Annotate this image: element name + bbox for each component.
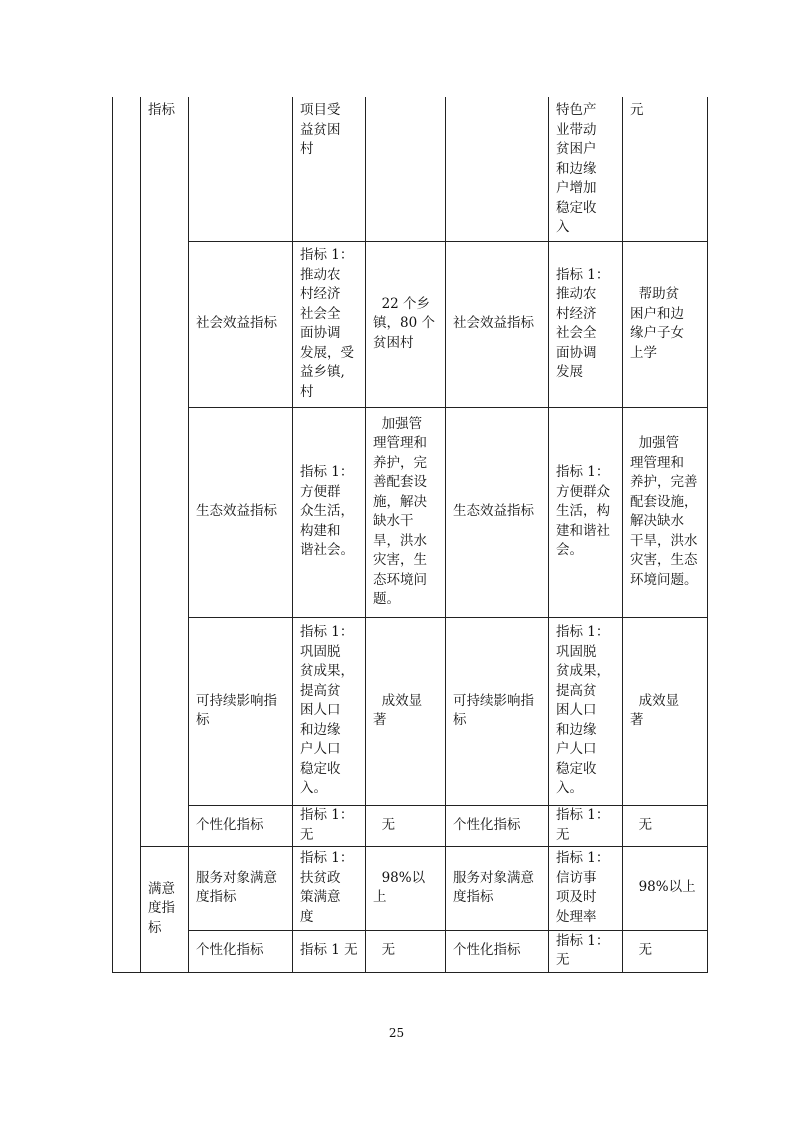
indicator-cell-line: 稳定收: [556, 760, 597, 777]
sub-indicator-cell-line: 可持续影响指: [196, 692, 277, 709]
indicator-cell-line: 业带动: [556, 121, 597, 138]
sub-indicator-cell-line: 个性化指标: [453, 942, 521, 959]
value-cell: [630, 617, 705, 805]
value-cell: [630, 930, 705, 972]
indicator-cell-line: 生活，构: [556, 503, 610, 520]
value-cell-line: 善配套设: [373, 474, 427, 490]
indicator-cell-line: 扶贫政: [300, 869, 341, 886]
indicator-cell-line: 信访事: [556, 869, 597, 886]
sub-indicator-cell: [453, 407, 546, 617]
sub-indicator-cell-line: 个性化指标: [453, 816, 521, 833]
page-number: 25: [388, 1026, 405, 1040]
indicator-cell: [556, 617, 620, 805]
indicator-cell-line: 无: [556, 826, 570, 843]
value-cell: [630, 241, 705, 407]
value-cell-line: 成效显: [373, 692, 423, 709]
col-line: [622, 97, 623, 973]
indicator-cell: [556, 805, 620, 846]
indicator-cell-line: 方便群众: [556, 483, 610, 500]
value-cell: [373, 805, 443, 846]
indicator-cell-line: 提高贫: [556, 682, 597, 699]
indicator-cell-line: 建和谐社: [556, 522, 610, 539]
value-cell-line: 镇，80 个: [373, 315, 435, 332]
indicator-cell-line: 入。: [556, 780, 583, 797]
value-cell-line: 上: [373, 889, 387, 905]
indicator-cell-line: 贫成果，: [556, 663, 610, 680]
sub-indicator-cell-line: 服务对象满意: [196, 869, 277, 886]
value-cell-line: 无: [630, 816, 653, 833]
sub-indicator-cell: [196, 241, 290, 407]
value-cell-line: 理管理和: [630, 454, 684, 471]
sub-indicator-cell: [196, 407, 290, 617]
value-cell: [373, 617, 443, 805]
value-cell: [373, 846, 443, 930]
sub-indicator-cell-line: 服务对象满意: [453, 869, 534, 886]
value-cell-line: 解决缺水: [630, 513, 684, 529]
value-cell-line: 无: [373, 942, 396, 959]
indicator-cell-line: 众生活，: [300, 503, 354, 520]
value-cell-line: 困户和边: [630, 305, 684, 322]
value-cell-line: 养护，完: [373, 454, 427, 471]
indicator-cell-line: 指标 1：: [300, 464, 354, 481]
indicator-cell-line: 社会全: [300, 305, 341, 322]
col-line: [707, 97, 708, 973]
sub-indicator-cell-line: 生态效益指标: [453, 503, 534, 520]
indicator-cell-line: 户增加: [556, 180, 597, 196]
value-cell: [630, 407, 705, 617]
col-line: [112, 97, 113, 973]
indicator-cell-line: 无: [300, 826, 314, 843]
sub-indicator-cell: [196, 846, 290, 930]
value-cell: [373, 407, 443, 617]
indicator-cell-line: 处理率: [556, 908, 597, 925]
category-cell-line: 指标: [148, 102, 175, 118]
value-cell-line: 元: [630, 102, 644, 118]
value-cell-line: 灾害，生: [373, 552, 427, 568]
value-cell: [373, 930, 443, 972]
value-cell-line: 施，解决: [373, 493, 427, 510]
indicator-cell-line: 会。: [556, 542, 583, 559]
value-cell: [630, 846, 705, 930]
value-cell-line: 养护，完善: [630, 474, 698, 490]
value-cell-line: 98%以上: [630, 879, 696, 896]
col-line: [188, 97, 189, 973]
indicator-cell-line: 面协调: [300, 325, 341, 341]
sub-indicator-cell-line: 标: [453, 712, 467, 728]
sub-indicator-cell-line: 可持续影响指: [453, 692, 534, 709]
value-cell-line: 无: [630, 942, 653, 959]
satisfaction-category-cell-line: 度指: [148, 900, 175, 917]
indicator-cell-line: 指标 1：: [300, 850, 354, 866]
indicator-cell-line: 指标 1：: [556, 932, 610, 949]
indicator-cell-line: 村: [300, 141, 314, 157]
value-cell: [630, 805, 705, 846]
indicator-cell-line: 谐社会。: [300, 542, 354, 559]
indicator-cell: [556, 407, 620, 617]
sub-indicator-cell-line: 度指标: [196, 889, 237, 905]
indicator-cell-line: 指标 1：: [556, 464, 610, 481]
category-cell: [148, 101, 186, 846]
value-cell-line: 配套设施，: [630, 493, 698, 510]
indicator-cell-line: 稳定收: [556, 199, 597, 216]
indicator-cell: [556, 846, 620, 930]
indicator-cell-line: 困人口: [556, 702, 597, 719]
indicator-cell-line: 和边缘: [556, 160, 597, 177]
sub-indicator-cell: [453, 846, 546, 930]
indicator-cell-line: 方便群: [300, 483, 341, 500]
value-cell-line: 旱，洪水: [373, 532, 427, 549]
col-line: [140, 97, 141, 973]
indicator-cell-line: 村经济: [300, 286, 341, 302]
indicator-cell-line: 构建和: [300, 522, 341, 539]
indicator-cell: [300, 846, 363, 930]
indicator-cell-line: 指标 1：: [300, 624, 354, 641]
value-cell: [630, 101, 705, 241]
indicator-cell-line: 策满意: [300, 889, 341, 905]
indicator-cell-line: 项目受: [300, 102, 341, 118]
table-bottom-line: [112, 972, 708, 973]
col-line: [548, 97, 549, 973]
value-cell-line: 加强管: [630, 435, 680, 451]
value-cell-line: 题。: [373, 591, 400, 607]
indicator-cell-line: 益乡镇,: [300, 364, 345, 380]
indicator-cell: [556, 101, 620, 241]
value-cell-line: 加强管: [373, 415, 423, 432]
col-line: [365, 97, 366, 973]
indicator-cell-line: 社会全: [556, 325, 597, 341]
indicator-cell-line: 指标 1 无: [300, 942, 358, 959]
indicator-cell-line: 益贫困: [300, 121, 341, 138]
indicator-cell-line: 指标 1：: [556, 266, 610, 283]
value-cell: [373, 241, 443, 407]
satisfaction-category-cell-line: 满意: [148, 880, 175, 897]
value-cell-line: 帮助贫: [630, 286, 680, 302]
col-line: [445, 97, 446, 973]
value-cell-line: 灾害，生态: [630, 552, 698, 568]
indicator-cell-line: 指标 1：: [300, 247, 354, 263]
value-cell-line: 贫困村: [373, 334, 414, 351]
indicator-cell-line: 指标 1：: [556, 850, 610, 866]
value-cell-line: 上学: [630, 344, 657, 361]
indicator-cell-line: 推动农: [300, 266, 341, 283]
sub-indicator-cell-line: 个性化指标: [196, 816, 264, 833]
indicator-cell: [300, 101, 363, 241]
indicator-cell-line: 户人口: [300, 741, 341, 758]
sub-indicator-cell-line: 社会效益指标: [453, 315, 534, 332]
indicator-cell-line: 入。: [300, 780, 327, 797]
indicator-cell-line: 推动农: [556, 286, 597, 302]
sub-indicator-cell-line: 标: [196, 712, 210, 728]
indicator-cell-line: 巩固脱: [300, 643, 341, 660]
indicator-cell-line: 发展: [556, 364, 583, 380]
sub-indicator-cell: [196, 930, 290, 972]
indicator-cell: [300, 930, 363, 972]
indicator-cell-line: 面协调: [556, 344, 597, 361]
value-cell-line: 无: [373, 816, 396, 833]
indicator-cell-line: 贫成果，: [300, 663, 354, 680]
indicator-cell-line: 入: [556, 219, 570, 235]
value-cell-line: 态环境问: [373, 571, 427, 588]
value-cell-line: 著: [373, 712, 387, 728]
value-cell-line: 理管理和: [373, 435, 427, 451]
indicator-cell-line: 提高贫: [300, 682, 341, 699]
indicator-cell: [300, 241, 363, 407]
col-line: [292, 97, 293, 973]
value-cell-line: 98%以: [373, 869, 426, 886]
indicator-cell-line: 指标 1：: [556, 807, 610, 823]
indicator-cell-line: 和边缘: [556, 721, 597, 738]
sub-indicator-cell-line: 社会效益指标: [196, 315, 277, 332]
sub-indicator-cell: [196, 805, 290, 846]
sub-indicator-cell: [453, 805, 546, 846]
sub-indicator-cell: [453, 617, 546, 805]
satisfaction-category-cell-line: 标: [148, 919, 162, 936]
sub-indicator-cell: [453, 930, 546, 972]
indicator-cell-line: 度: [300, 908, 314, 925]
indicator-cell-line: 特色产: [556, 102, 597, 118]
sub-indicator-cell-line: 生态效益指标: [196, 503, 277, 520]
indicator-cell: [556, 241, 620, 407]
value-cell-line: 缺水干: [373, 513, 414, 529]
indicator-cell: [556, 930, 620, 972]
indicator-cell-line: 村: [300, 383, 314, 400]
indicator-cell: [300, 407, 363, 617]
indicator-cell: [300, 617, 363, 805]
value-cell-line: 著: [630, 712, 644, 728]
value-cell-line: 22 个乡: [373, 295, 431, 312]
indicator-cell-line: 户人口: [556, 741, 597, 758]
indicator-cell-line: 贫困户: [556, 141, 597, 157]
sub-indicator-cell: [196, 617, 290, 805]
indicator-cell-line: 稳定收: [300, 760, 341, 777]
value-cell-line: 成效显: [630, 692, 680, 709]
indicator-cell-line: 无: [556, 952, 570, 968]
indicator-cell-line: 发展，受: [300, 344, 354, 361]
sub-indicator-cell: [453, 241, 546, 407]
indicator-cell-line: 和边缘: [300, 721, 341, 738]
indicator-cell-line: 村经济: [556, 305, 597, 322]
indicator-cell-line: 困人口: [300, 702, 341, 719]
value-cell-line: 环境问题。: [630, 571, 698, 588]
sub-indicator-cell-line: 个性化指标: [196, 942, 264, 959]
indicator-cell-line: 指标 1：: [556, 624, 610, 641]
indicator-cell-line: 巩固脱: [556, 643, 597, 660]
sub-indicator-cell-line: 度指标: [453, 889, 494, 905]
value-cell-line: 缘户子女: [630, 325, 684, 341]
indicator-cell-line: 指标 1：: [300, 807, 354, 823]
value-cell-line: 干旱，洪水: [630, 532, 698, 549]
satisfaction-category-cell: [148, 846, 186, 972]
indicator-cell: [300, 805, 363, 846]
indicator-cell-line: 项及时: [556, 889, 597, 905]
